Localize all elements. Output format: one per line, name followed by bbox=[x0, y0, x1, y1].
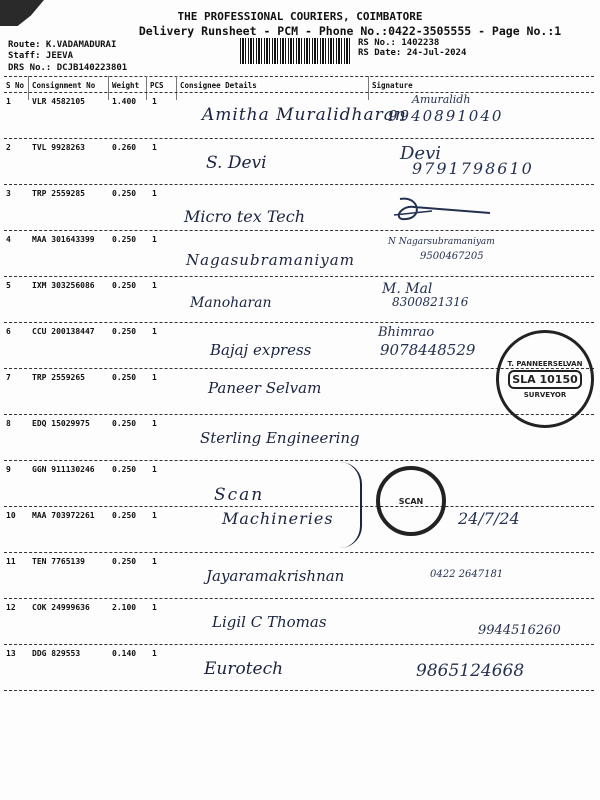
row-signature: Bhimrao bbox=[378, 325, 435, 340]
row-consignee-handwritten: Scan bbox=[214, 485, 265, 505]
row-weight: 0.250 bbox=[112, 465, 137, 474]
row-consignment: TRP 2559285 bbox=[32, 189, 85, 198]
row-sno: 4 bbox=[6, 235, 11, 244]
row-pcs: 1 bbox=[152, 603, 157, 612]
header-top-rule bbox=[4, 76, 594, 77]
row-weight: 1.400 bbox=[112, 97, 137, 106]
col-sno: S No bbox=[6, 81, 25, 90]
row-pcs: 1 bbox=[152, 419, 157, 428]
row-consignment: TEN 7765139 bbox=[32, 557, 85, 566]
row-sno: 3 bbox=[6, 189, 11, 198]
row-consignee-handwritten: Amitha Muralidharan bbox=[202, 105, 407, 125]
row-consignment: TVL 9928263 bbox=[32, 143, 85, 152]
row-weight: 0.250 bbox=[112, 327, 137, 336]
row-weight: 0.140 bbox=[112, 649, 137, 658]
stamp-id: SLA 10150 bbox=[508, 370, 583, 389]
row-pcs: 1 bbox=[152, 97, 157, 106]
row-consignee-handwritten: Eurotech bbox=[204, 659, 284, 679]
table-row bbox=[0, 93, 600, 139]
table-row bbox=[0, 415, 600, 461]
row-pcs: 1 bbox=[152, 189, 157, 198]
row-consignee-handwritten: Paneer Selvam bbox=[208, 379, 322, 397]
row-consignment: DDG 829553 bbox=[32, 649, 81, 658]
surveyor-stamp bbox=[496, 330, 594, 428]
row-consignment: COK 24999636 bbox=[32, 603, 90, 612]
row-pcs: 1 bbox=[152, 557, 157, 566]
table-row bbox=[0, 645, 600, 691]
row-consignee-handwritten: Nagasubramaniyam bbox=[186, 251, 355, 269]
row-signature: N Nagarsubramaniyam bbox=[388, 237, 495, 247]
row-pcs: 1 bbox=[152, 327, 157, 336]
row-consignee-handwritten: Jayaramakrishnan bbox=[206, 567, 345, 585]
row-sno: 10 bbox=[6, 511, 16, 520]
scan-stamp-text: SCAN bbox=[398, 496, 424, 506]
table-row bbox=[0, 231, 600, 277]
row-sno: 13 bbox=[6, 649, 16, 658]
company-title: THE PROFESSIONAL COURIERS, COIMBATORE bbox=[177, 10, 423, 23]
staff-label: Staff: JEEVA bbox=[8, 51, 74, 61]
row-consignment: TRP 2559265 bbox=[32, 373, 85, 382]
table-row bbox=[0, 277, 600, 323]
row-pcs: 1 bbox=[152, 511, 157, 520]
row-signature-phone: 9940891040 bbox=[388, 107, 504, 125]
col-pcs: PCS bbox=[150, 81, 164, 90]
table-row bbox=[0, 139, 600, 185]
rs-number: RS No.: 1402238 bbox=[358, 38, 440, 48]
col-consignment: Consignment No bbox=[32, 81, 96, 90]
table-row bbox=[0, 599, 600, 645]
row-sno: 12 bbox=[6, 603, 16, 612]
row-consignment: MAA 703972261 bbox=[32, 511, 95, 520]
row-sno: 2 bbox=[6, 143, 11, 152]
row-consignee-handwritten: Machineries bbox=[222, 509, 334, 528]
row-weight: 0.250 bbox=[112, 511, 137, 520]
row-signature-scribble bbox=[380, 191, 500, 227]
row-sno: 7 bbox=[6, 373, 11, 382]
row-weight: 0.250 bbox=[112, 557, 137, 566]
row-signature: Amuralidh bbox=[412, 93, 471, 106]
row-consignee-handwritten: Sterling Engineering bbox=[200, 429, 360, 447]
row-signature: 24/7/24 bbox=[458, 509, 520, 528]
row-sno: 6 bbox=[6, 327, 11, 336]
row-consignment: EDQ 15029975 bbox=[32, 419, 90, 428]
row-consignee-handwritten: Micro tex Tech bbox=[184, 207, 305, 226]
stamp-name: T. PANNEERSELVAN bbox=[507, 359, 583, 368]
table-row bbox=[0, 461, 600, 507]
row-consignment: GGN 911130246 bbox=[32, 465, 95, 474]
row-weight: 2.100 bbox=[112, 603, 137, 612]
row-pcs: 1 bbox=[152, 235, 157, 244]
row-consignment: IXM 303256086 bbox=[32, 281, 95, 290]
row-weight: 0.250 bbox=[112, 419, 137, 428]
row-consignee-handwritten: Ligil C Thomas bbox=[212, 613, 327, 631]
row-sno: 9 bbox=[6, 465, 11, 474]
row-weight: 0.250 bbox=[112, 373, 137, 382]
company-round-stamp bbox=[376, 466, 446, 536]
table-row bbox=[0, 553, 600, 599]
row-pcs: 1 bbox=[152, 373, 157, 382]
row-sno: 5 bbox=[6, 281, 11, 290]
row-consignment: MAA 301643399 bbox=[32, 235, 95, 244]
drs-number: DRS No.: DCJB140223801 bbox=[8, 63, 128, 73]
row-pcs: 1 bbox=[152, 465, 157, 474]
row-signature: 9865124668 bbox=[416, 661, 525, 681]
row-weight: 0.260 bbox=[112, 143, 137, 152]
row-signature: 0422 2647181 bbox=[430, 569, 504, 580]
row-signature-phone: 9500467205 bbox=[420, 251, 484, 262]
col-weight: Weight bbox=[112, 81, 140, 90]
row-sno: 8 bbox=[6, 419, 11, 428]
table-row bbox=[0, 185, 600, 231]
barcode bbox=[240, 38, 352, 64]
row-separator bbox=[4, 690, 594, 691]
row-consignment: VLR 4582105 bbox=[32, 97, 85, 106]
row-sno: 11 bbox=[6, 557, 16, 566]
row-weight: 0.250 bbox=[112, 235, 137, 244]
route-label: Route: K.VADAMADURAI bbox=[8, 40, 117, 50]
row-sno: 1 bbox=[6, 97, 11, 106]
row-weight: 0.250 bbox=[112, 189, 137, 198]
row-pcs: 1 bbox=[152, 143, 157, 152]
row-signature-phone: 8300821316 bbox=[392, 295, 469, 309]
row-signature: 9944516260 bbox=[478, 623, 561, 638]
row-consignment: CCU 200138447 bbox=[32, 327, 95, 336]
col-signature: Signature bbox=[372, 81, 413, 90]
row-signature-phone: 9791798610 bbox=[412, 159, 534, 178]
rs-date: RS Date: 24-Jul-2024 bbox=[358, 48, 467, 58]
row-pcs: 1 bbox=[152, 281, 157, 290]
handwritten-bracket bbox=[340, 462, 362, 548]
col-consignee: Consignee Details bbox=[180, 81, 257, 90]
row-pcs: 1 bbox=[152, 649, 157, 658]
row-signature: M. Mal bbox=[382, 281, 433, 297]
row-consignee-handwritten: S. Devi bbox=[206, 153, 267, 173]
row-weight: 0.250 bbox=[112, 281, 137, 290]
stamp-role: SURVEYOR bbox=[523, 390, 567, 399]
row-consignee-handwritten: Manoharan bbox=[190, 295, 272, 311]
runsheet-subtitle: Delivery Runsheet - PCM - Phone No.:0422-3505555 - Page No.:1 bbox=[138, 24, 562, 38]
row-consignee-handwritten: Bajaj express bbox=[210, 341, 312, 359]
row-signature: Devi bbox=[400, 143, 442, 164]
table-row bbox=[0, 507, 600, 553]
row-signature-phone: 9078448529 bbox=[380, 341, 476, 359]
